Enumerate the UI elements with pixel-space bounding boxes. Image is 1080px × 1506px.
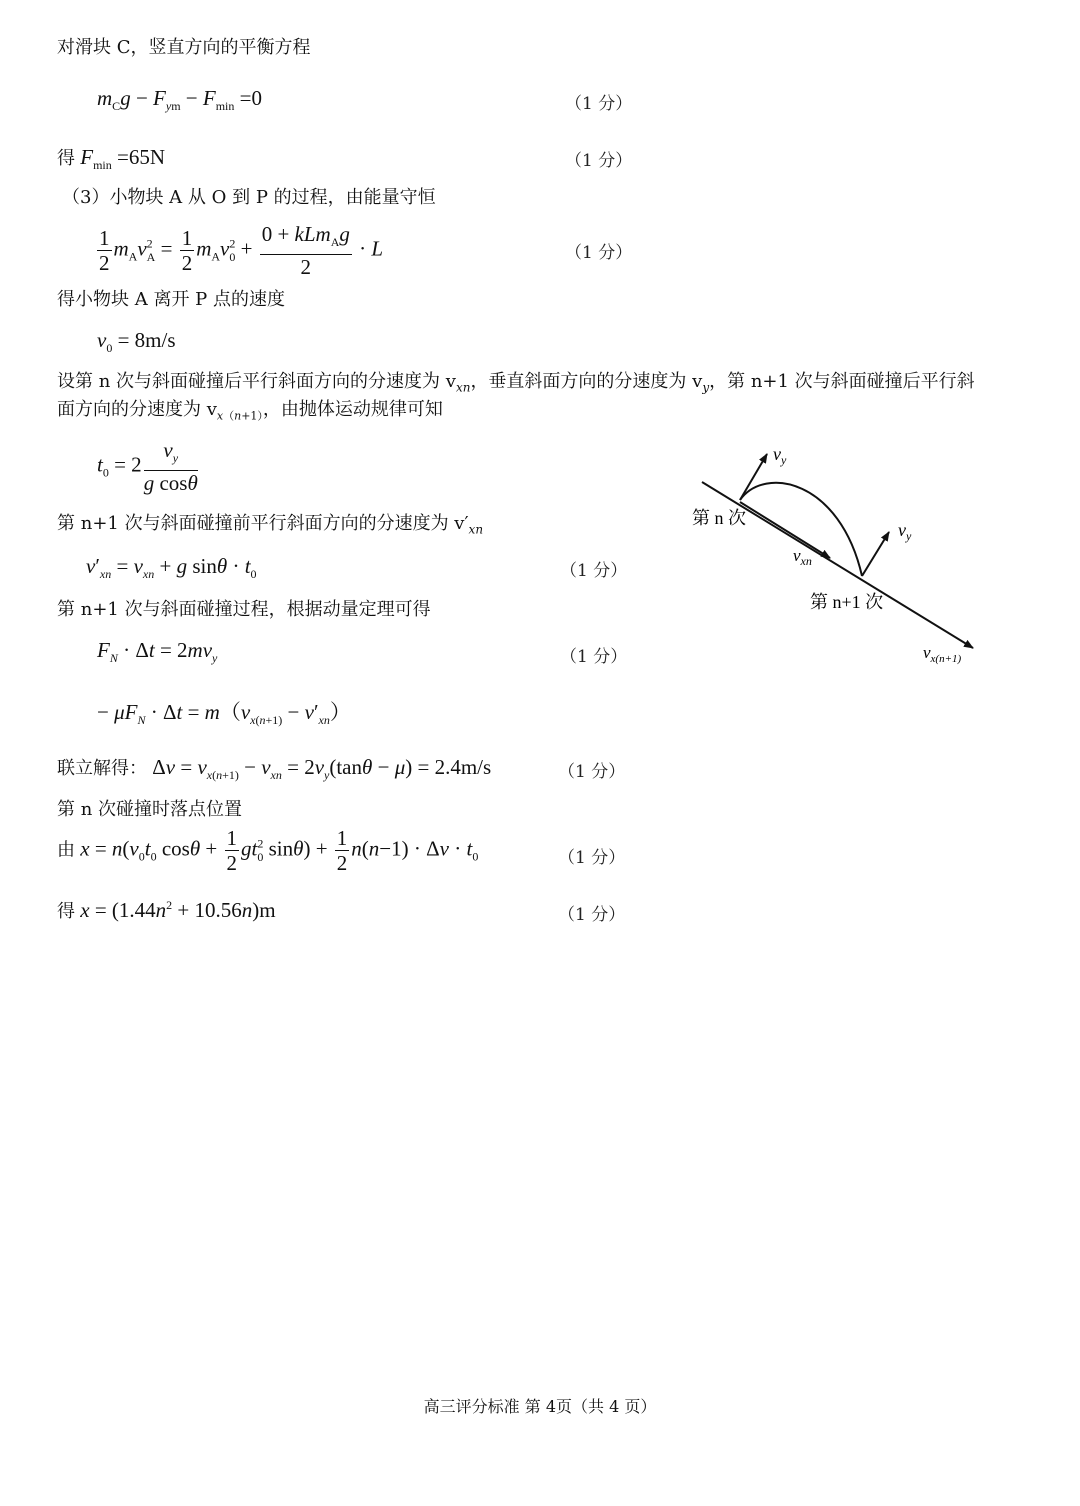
vy-arrow-2 [862, 532, 889, 576]
equation-1: $m_Cg - F_{ym} - F_{min} =0$ [97, 86, 262, 114]
label-vy-2: $v_y$ [898, 520, 912, 543]
score-6: （1 分） [560, 561, 628, 581]
equation-2: 得 $F_{min} =65N$ [57, 145, 166, 173]
equation-6: $v'_{xn} = v_{xn} + g$ $\sin\theta \cdot t_0$ [86, 554, 257, 582]
text-leave-speed: 得小物块 A 离开 P 点的速度 [57, 289, 285, 310]
equation-10: 由 $x = n(v_0t_0$ cosθ + $\frac{1}{2}$ $gt^2_0$ sinθ) + $\frac{1}{2}$ $n(n-1) \cdot \Delta v \cdot t_0$ [57, 826, 479, 875]
score-9: （1 分） [558, 762, 626, 782]
text-setup-line2: 面方向的分速度为 $v_{x(n+1)}$，由抛体运动规律可知 [57, 399, 443, 423]
equation-3: $\frac{1}{2}$ $m_Av^2_A$ = $\frac{1}{2}$ $m_Av^2_0$ + $\frac{0 + kLm_Ag}{2}$ · L [99, 222, 384, 280]
text-part3: （3）小物块 A 从 O 到 P 的过程，由能量守恒 [62, 187, 436, 208]
text-momentum: 第 n+1 次与斜面碰撞过程，根据动量定理可得 [57, 599, 431, 620]
label-vxn: $v_{xn}$ [793, 546, 812, 568]
score-2: （1 分） [565, 151, 633, 171]
page-footer: 高三评分标准 第 4页（共 4 页） [423, 1397, 657, 1416]
equation-5: $t_0 = 2$ $\frac{v_y}{\text{g cosθ}}$ [97, 438, 198, 496]
score-1: （1 分） [565, 94, 633, 114]
text-before-collision: 第 n+1 次与斜面碰撞前平行斜面方向的分速度为 $v'_{xn}$ [57, 513, 484, 537]
score-11: （1 分） [558, 905, 626, 925]
score-10: （1 分） [558, 848, 626, 868]
text-landing: 第 n 次碰撞时落点位置 [57, 799, 243, 820]
equation-9: 联立解得： $\Delta v = v_{x(n+1)} - v_{xn} = 2v_y(\tan\theta - \mu) = 2.4m/s$ [57, 755, 492, 783]
label-vy-1: $v_y$ [773, 444, 787, 467]
collision-diagram [680, 440, 990, 680]
vxn-arrow [740, 502, 830, 558]
score-3: （1 分） [565, 243, 633, 263]
text-slider-c: 对滑块 C，竖直方向的平衡方程 [57, 37, 311, 58]
label-vxn1: $v_{x(n+1)}$ [923, 643, 962, 665]
equation-8: − $\mu F_N \cdot \Delta t = m(v_{x(n+1)} - v'_{xn})$ [97, 700, 351, 728]
incline-line [702, 482, 973, 648]
label-n1th: 第 n+1 次 [810, 592, 884, 612]
label-nth: 第 n 次 [692, 508, 746, 528]
equation-11: 得 $x = (1.44n^2 + 10.56n)m$ [57, 898, 276, 922]
equation-4: $v_0 = 8m/s$ [97, 328, 176, 356]
equation-7: $F_N \cdot \Delta t = 2mv_y$ [97, 638, 218, 666]
vy-arrow-1 [740, 454, 767, 500]
score-7: （1 分） [560, 647, 628, 667]
text-setup-line1: 设第 n 次与斜面碰撞后平行斜面方向的分速度为 $v_{xn}$，垂直斜面方向的分速度为 $v_y$，第 n+1 次与斜面碰撞后平行斜 [57, 371, 975, 395]
